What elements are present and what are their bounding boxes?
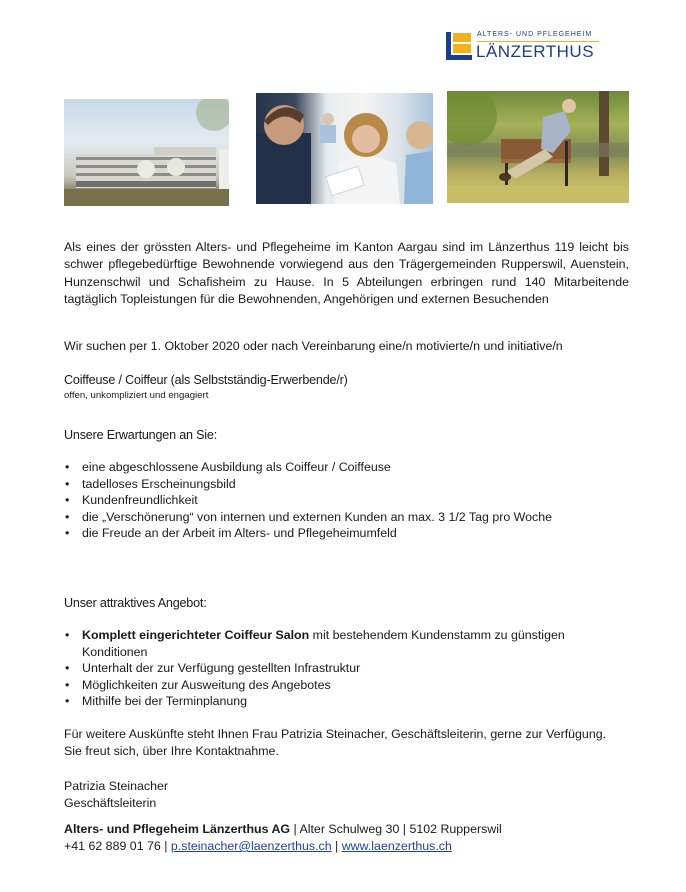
list-item: • die Freude an der Arbeit im Alters- und Pflegeheimumfeld [65,526,397,541]
footer-contact [64,838,452,855]
company-name: Alters- und Pflegeheim Länzerthus AG [64,822,291,836]
bullet-icon: • [65,694,70,709]
search-line: Wir suchen per 1. Oktober 2020 oder nach Vereinbarung eine/n motivierte/n und initiative/n [64,339,563,353]
website-link[interactable]: www.laenzerthus.ch [341,839,452,853]
job-subtitle: offen, unkompliziert und engagiert [64,390,209,401]
contact-paragraph: Für weitere Auskünfte steht Ihnen Frau Patrizia Steinacher, Geschäftsleiterin, gerne zur Verfügung. Sie freut sich, über Ihre Kontaktnahme. [64,727,607,759]
bullet-icon: • [65,677,70,692]
building-exterior-photo [64,99,229,206]
bullet-icon: • [65,628,70,642]
logo-mark-icon [446,32,472,60]
offer-list [64,627,594,710]
intro-paragraph: Als eines der grössten Alters- und Pflegeheime im Kanton Aargau sind im Länzerthus 119 leicht bis schwer pflegebedürftige Bewohnende vorwiegend aus den Trägergemeinden Rupperswil, Auenstein, Hunzenschwil und Schafisheim zu Hause. In 5 Abteilungen erbringen rund 140 Mitarbeitende tagtäglich Topleistungen für die Bewohnenden, Angehörigen und externen Besuchenden [64,240,629,307]
company-logo [446,30,606,62]
senior-on-bench-photo [447,91,629,203]
separator: | [331,839,342,853]
list-item: • Komplett eingerichteter Coiffeur Salon mit bestehendem Kundenstamm zu günstigen Konditionen [65,628,565,659]
logo-title: LÄNZERTHUS [476,42,595,61]
offer-highlight: Komplett eingerichteter Coiffeur Salon [82,628,310,642]
job-title: Coiffeuse / Coiffeur (als Selbstständig-Erwerbende/r) [64,373,348,387]
signature-name: Patrizia Steinacher [64,779,168,793]
list-item: • Kundenfreundlichkeit [65,493,198,508]
email-link[interactable]: p.steinacher@laenzerthus.ch [170,839,332,853]
expectations-list [64,459,624,542]
phone-number: +41 62 889 01 76 | [64,839,171,853]
list-item: • Möglichkeiten zur Ausweitung des Angebotes [65,677,331,692]
signature-role: Geschäftsleiterin [64,796,157,810]
list-item: • die „Verschönerung“ von internen und externen Kunden an max. 3 1/2 Tag pro Woche [65,509,553,524]
list-item: • eine abgeschlossene Ausbildung als Coiffeur / Coiffeuse [65,460,391,474]
bullet-icon: • [65,526,70,541]
bullet-icon: • [65,661,70,676]
bullet-icon: • [65,493,70,508]
list-item: • tadelloses Erscheinungsbild [65,476,236,491]
logo-subtitle: ALTERS- UND PFLEGEHEIM [477,31,593,38]
consultation-photo [256,93,433,204]
list-item: • Mithilfe bei der Terminplanung [65,694,248,709]
expectations-heading: Unsere Erwartungen an Sie: [64,428,218,442]
list-item: • Unterhalt der zur Verfügung gestellten Infrastruktur [65,661,361,676]
offer-heading: Unser attraktives Angebot: [64,596,207,610]
bullet-icon: • [65,509,70,524]
bullet-icon: • [65,460,70,474]
bullet-icon: • [65,476,70,491]
footer-address [64,821,502,838]
address: | Alter Schulweg 30 | 5102 Rupperswil [290,822,502,836]
